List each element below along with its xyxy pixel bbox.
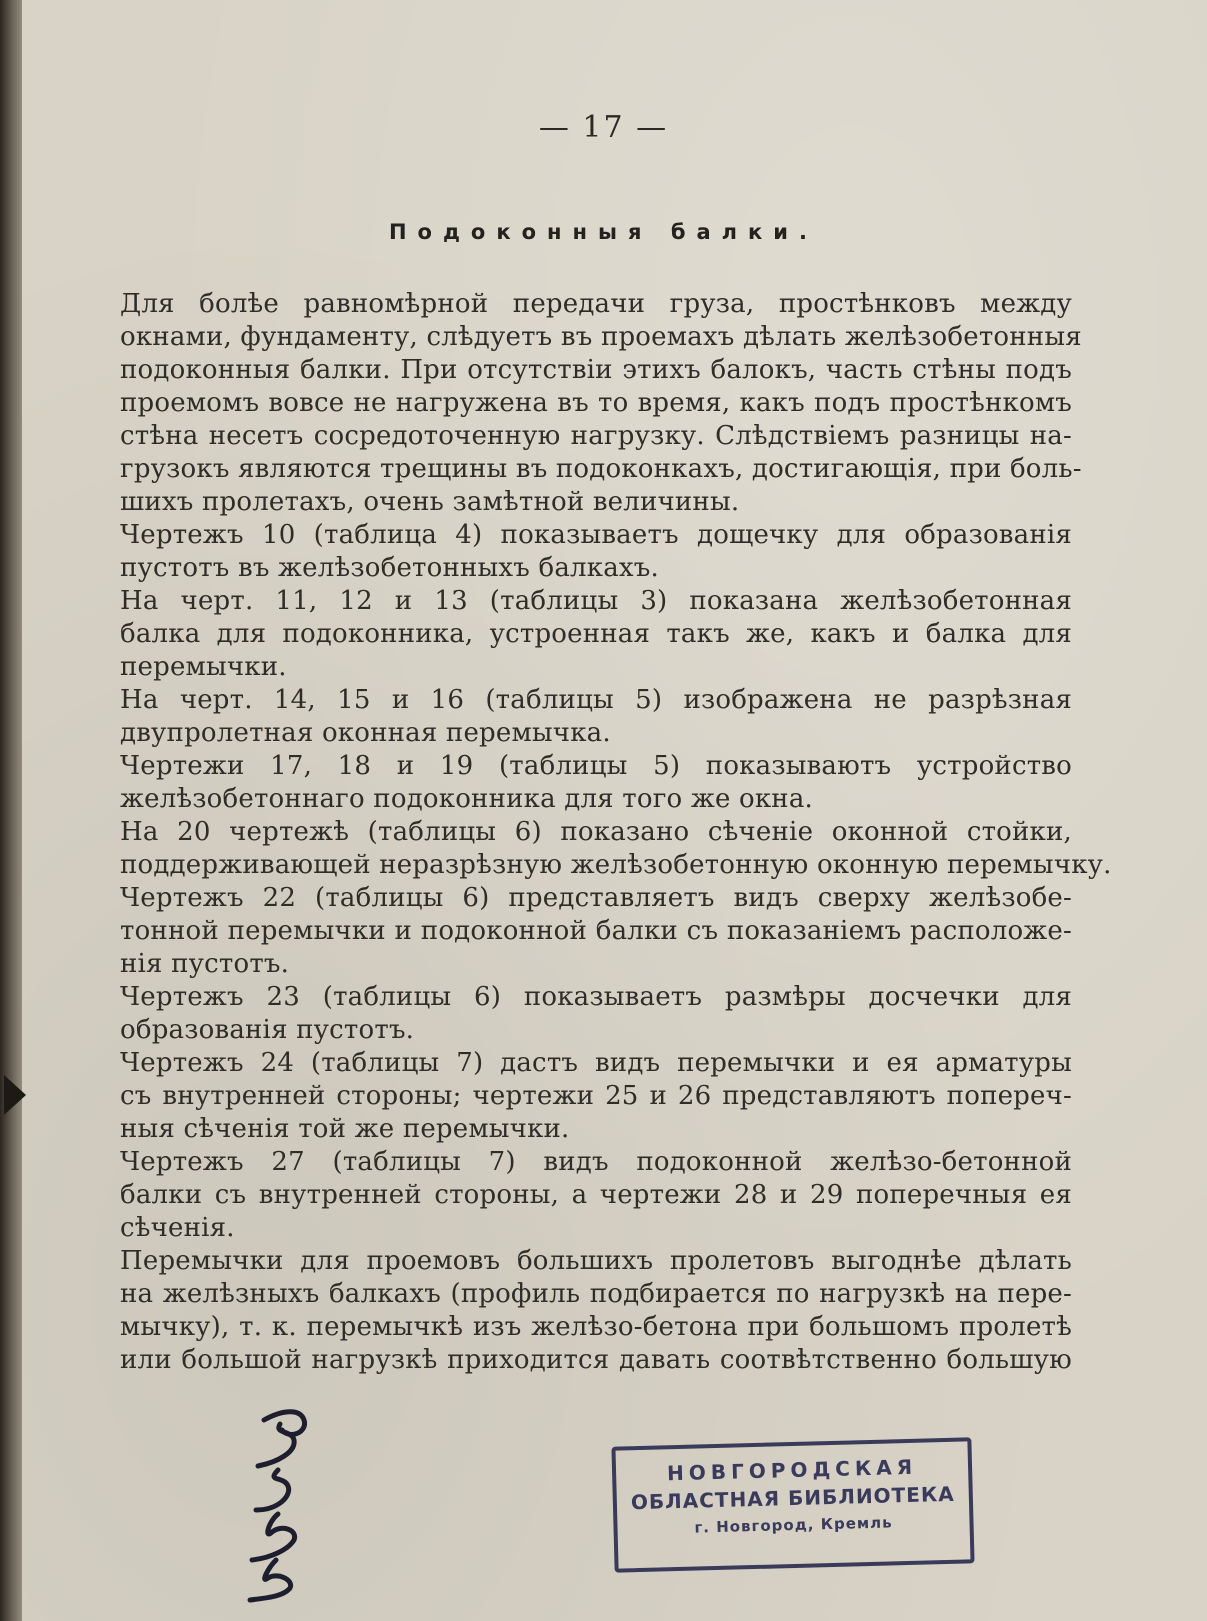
text-line: Чертежъ 23 (таблицы 6) показываетъ размѣры досчечки для [120, 982, 1072, 1012]
text-line: шихъ пролетахъ, очень замѣтной величины. [120, 487, 740, 517]
text-line: Чертежъ 27 (таблицы 7) видъ подоконной желѣзо-бетонной [120, 1147, 1072, 1177]
text-line: ныя сѣченія той же перемычки. [120, 1114, 570, 1144]
text-line: поддерживающей неразрѣзную желѣзобетонную оконную перемычку. [120, 850, 1112, 880]
text-line: На 20 чертежѣ (таблицы 6) показано сѣченіе оконной стойки, [120, 817, 1072, 847]
text-line: Чертежи 17, 18 и 19 (таблицы 5) показываютъ устройство [120, 751, 1072, 781]
text-line: съ внутренней стороны; чертежи 25 и 26 представляютъ попереч- [120, 1081, 1072, 1111]
stamp-line-1: НОВГОРОДСКАЯ [666, 1454, 918, 1486]
handwritten-number-icon [238, 1400, 328, 1610]
text-line: стѣна несетъ сосредоточенную нагрузку. Слѣдствіемъ разницы на- [120, 421, 1072, 451]
library-stamp [611, 1437, 974, 1572]
text-line: Перемычки для проемовъ большихъ пролетовъ выгоднѣе дѣлать [120, 1246, 1072, 1276]
page-number: — 17 — [538, 110, 669, 145]
text-line: окнами, фундаменту, слѣдуетъ въ проемахъ дѣлать желѣзобетонныя [120, 322, 1082, 352]
body-text [120, 288, 1112, 1377]
text-line: Чертежъ 24 (таблицы 7) дастъ видъ перемычки и ея арматуры [120, 1048, 1072, 1078]
text-line: двупролетная оконная перемычка. [120, 718, 611, 748]
text-line: на желѣзныхъ балкахъ (профиль подбирается по нагрузкѣ на пере- [120, 1279, 1072, 1309]
section-heading: Подоконныя балки. [388, 220, 819, 244]
text-line: подоконныя балки. При отсутствіи этихъ балокъ, часть стѣны подъ [120, 355, 1072, 385]
text-line: балка для подоконника, устроенная такъ же, какъ и балка для [120, 619, 1072, 649]
stamp-line-3: г. Новгород, Кремль [694, 1513, 893, 1537]
text-line: образованія пустотъ. [120, 1015, 415, 1045]
text-line: нія пустотъ. [120, 949, 290, 979]
text-line: или большой нагрузкѣ приходится давать соотвѣтственно большую [120, 1345, 1072, 1375]
text-line: Чертежъ 22 (таблицы 6) представляетъ видъ сверху желѣзобе- [120, 883, 1072, 913]
text-line: проемомъ вовсе не нагружена въ то время, какъ подъ простѣнкомъ [120, 388, 1072, 418]
text-line: На черт. 14, 15 и 16 (таблицы 5) изображена не разрѣзная [120, 685, 1072, 715]
text-line: пустотъ въ желѣзобетонныхъ балкахъ. [120, 553, 659, 583]
text-line: тонной перемычки и подоконной балки съ показаніемъ расположе- [120, 916, 1072, 946]
handwritten-inventory-number [238, 1400, 328, 1610]
text-line: Для болѣе равномѣрной передачи груза, простѣнковъ между [120, 289, 1072, 319]
text-line: На черт. 11, 12 и 13 (таблицы 3) показана желѣзобетонная [120, 586, 1072, 616]
stamp-line-2: ОБЛАСТНАЯ БИБЛИОТЕКА [630, 1481, 956, 1515]
text-line: балки съ внутренней стороны, а чертежи 28 и 29 поперечныя ея [120, 1180, 1072, 1210]
text-line: желѣзобетоннаго подоконника для того же окна. [120, 784, 813, 814]
margin-pointer-mark [4, 1075, 26, 1115]
text-line: сѣченія. [120, 1213, 235, 1243]
text-line: мычку), т. к. перемычкѣ изъ желѣзо-бетона при большомъ пролетѣ [120, 1312, 1072, 1342]
text-line: Чертежъ 10 (таблица 4) показываетъ дощечку для образованія [120, 520, 1072, 550]
text-line: грузокъ являются трещины въ подоконкахъ, достигающія, при боль- [120, 454, 1082, 484]
text-line: перемычки. [120, 652, 287, 682]
